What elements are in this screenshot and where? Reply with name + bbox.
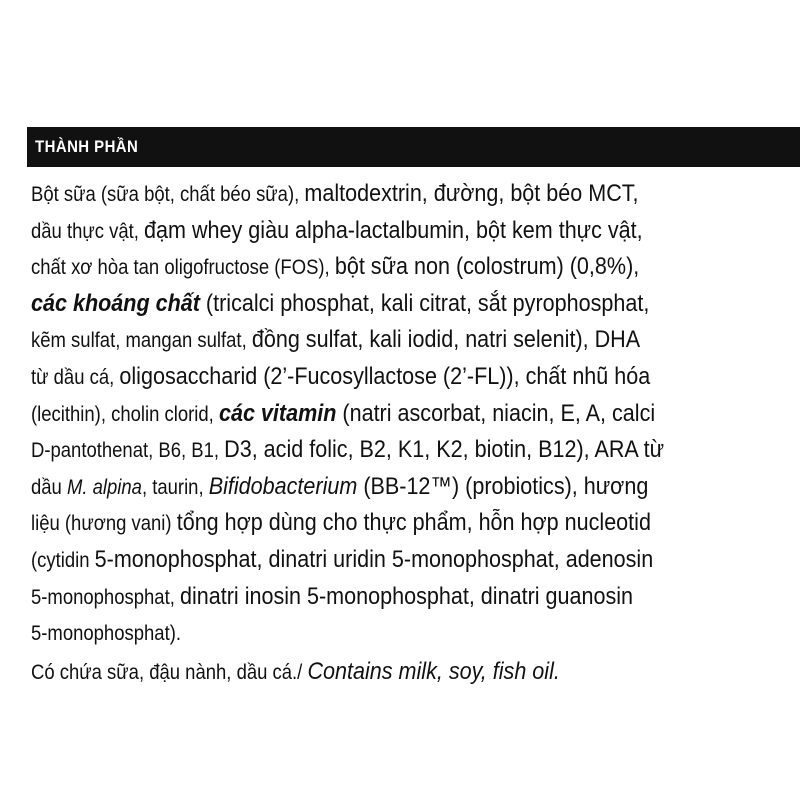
text-segment: D3, acid folic, B2, K1, K2, biotin, B12), ARA từ xyxy=(224,436,665,464)
text-segment: (tricalci phosphat, kali citrat, sắt pyrophosphat, xyxy=(199,289,650,317)
section-header-bar xyxy=(27,127,800,167)
ingredients-line xyxy=(31,396,700,433)
ingredients-line xyxy=(31,469,700,506)
text-segment: bột sữa non (colostrum) (0,8%), xyxy=(334,253,640,281)
ingredients-line xyxy=(31,322,700,359)
text-segment: (cytidin xyxy=(31,548,95,572)
text-segment: (natri ascorbat, niacin, E, A, calci xyxy=(336,399,656,427)
text-segment: từ dầu cá, xyxy=(31,365,120,389)
text-segment: chất xơ hòa tan oligofructose (FOS), xyxy=(31,256,335,280)
text-segment: Bifidobacterium xyxy=(208,472,358,500)
ingredients-line xyxy=(31,615,700,652)
ingredients-line xyxy=(31,359,700,396)
text-segment: 5-monophosphat, xyxy=(31,585,180,609)
ingredients-line xyxy=(31,286,700,323)
text-segment: Contains milk, soy, fish oil. xyxy=(307,657,560,685)
ingredients-text xyxy=(31,176,791,690)
ingredients-line xyxy=(31,176,700,213)
ingredients-line xyxy=(31,249,700,286)
text-segment: các khoáng chất xyxy=(31,289,200,317)
text-segment: , taurin, xyxy=(141,475,209,499)
text-segment: Bột sữa (sữa bột, chất béo sữa), xyxy=(31,183,305,206)
text-segment: liệu (hương vani) xyxy=(31,512,177,536)
text-segment: dinatri inosin 5-monophosphat, dinatri guanosin xyxy=(179,582,634,610)
text-segment: Có chứa sữa, đậu nành, dầu cá./ xyxy=(31,660,308,684)
text-segment: maltodextrin, đường, bột béo MCT, xyxy=(304,180,639,207)
section-title: THÀNH PHẦN xyxy=(35,137,139,156)
text-segment: tổng hợp dùng cho thực phẩm, hỗn hợp nucleotid xyxy=(176,509,651,537)
ingredients-line xyxy=(31,542,700,579)
text-segment: đạm whey giàu alpha-lactalbumin, bột kem thực vật, xyxy=(144,216,643,244)
text-segment: đồng sulfat, kali iodid, natri selenit), DHA xyxy=(251,326,641,354)
text-segment: (BB-12™) (probiotics), hương xyxy=(357,472,649,500)
text-segment: D-pantothenat, B6, B1, xyxy=(31,439,225,463)
ingredients-line xyxy=(31,432,700,469)
ingredients-line xyxy=(31,579,700,616)
text-segment: dầu thực vật, xyxy=(31,219,145,243)
text-segment: dầu xyxy=(31,475,67,499)
allergen-note-line xyxy=(31,654,700,691)
ingredients-line xyxy=(31,505,700,542)
ingredients-line xyxy=(31,213,700,250)
text-segment: (lecithin), cholin clorid, xyxy=(31,402,219,426)
text-segment: oligosaccharid (2’-Fucosyllactose (2’-FL)), chất nhũ hóa xyxy=(119,362,651,390)
text-segment: 5-monophosphat). xyxy=(31,622,181,646)
text-segment: kẽm sulfat, mangan sulfat, xyxy=(31,329,252,353)
text-segment: M. alpina xyxy=(66,475,142,499)
text-segment: 5-monophosphat, dinatri uridin 5-monophosphat, adenosin xyxy=(94,545,654,573)
text-segment: các vitamin xyxy=(218,399,337,427)
